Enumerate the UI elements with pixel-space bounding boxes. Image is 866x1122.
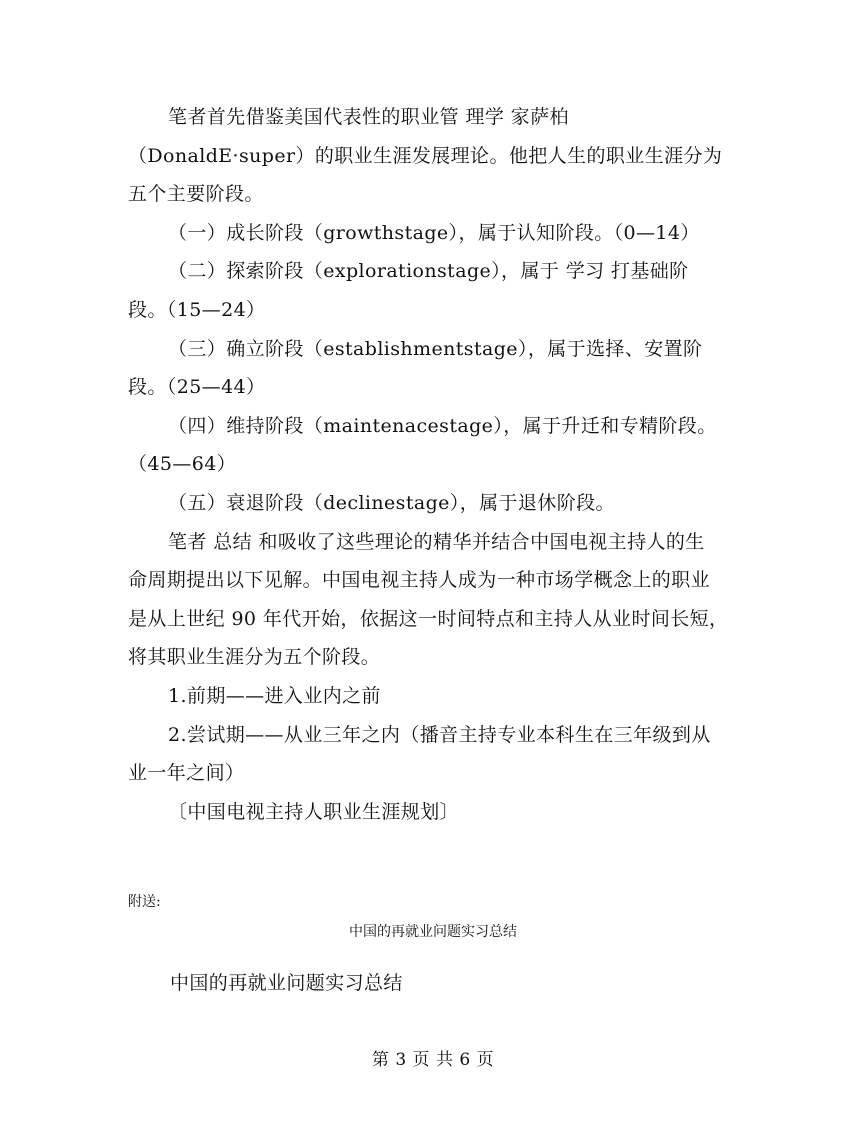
paragraph-line: 笔者首先借鉴美国代表性的职业管 理学 家萨柏 [168,106,569,128]
list-item-growth: （一）成长阶段（growthstage），属于认知阶段。（0—14） [168,221,700,244]
page-footer: 第 3 页 共 6 页 [371,1050,495,1070]
list-item-stage-1: 1.前期——进入业内之前 [168,684,381,707]
list-item-exploration: （二）探索阶段（explorationstage），属于 学习 打基础阶 [168,260,689,283]
paragraph-line: 命周期提出以下见解。中国电视主持人成为一种市场学概念上的职业 [128,569,711,592]
list-item-decline: （五）衰退阶段（declinestage），属于退休阶段。 [168,491,615,514]
source-note: 〔中国电视主持人职业生涯规划〕 [168,800,460,823]
paragraph-line: 是从上世纪 90 年代开始，依据这一时间特点和主持人从业时间长短， [128,607,729,630]
list-item-stage-2: 2.尝试期——从业三年之内（播音主持专业本科生在三年级到从 [168,723,711,746]
list-item-establishment-cont: 段。（25—44） [128,376,266,399]
paragraph-line: 笔者 总结 和吸收了这些理论的精华并结合中国电视主持人的生 [168,530,705,553]
list-item-exploration-cont: 段。（15—24） [128,298,266,321]
appendix-title: 中国的再就业问题实习总结 [349,924,517,940]
list-item-establishment: （三）确立阶段（establishmentstage），属于选择、安置阶 [168,337,703,360]
body-text [128,98,728,831]
list-item-maintenance-cont: （45—64） [128,453,237,476]
paragraph-line: 五个主要阶段。 [128,183,264,206]
appendix-label: 附送: [128,894,161,910]
list-item-stage-2-cont: 业一年之间） [128,762,245,785]
paragraph-line: 将其职业生涯分为五个阶段。 [128,646,381,669]
appendix-heading: 中国的再就业问题实习总结 [170,972,403,994]
paragraph-line: （DonaldE·super）的职业生涯发展理论。他把人生的职业生涯分为 [128,144,723,167]
list-item-maintenance: （四）维持阶段（maintenacestage），属于升迁和专精阶段。 [168,414,717,437]
